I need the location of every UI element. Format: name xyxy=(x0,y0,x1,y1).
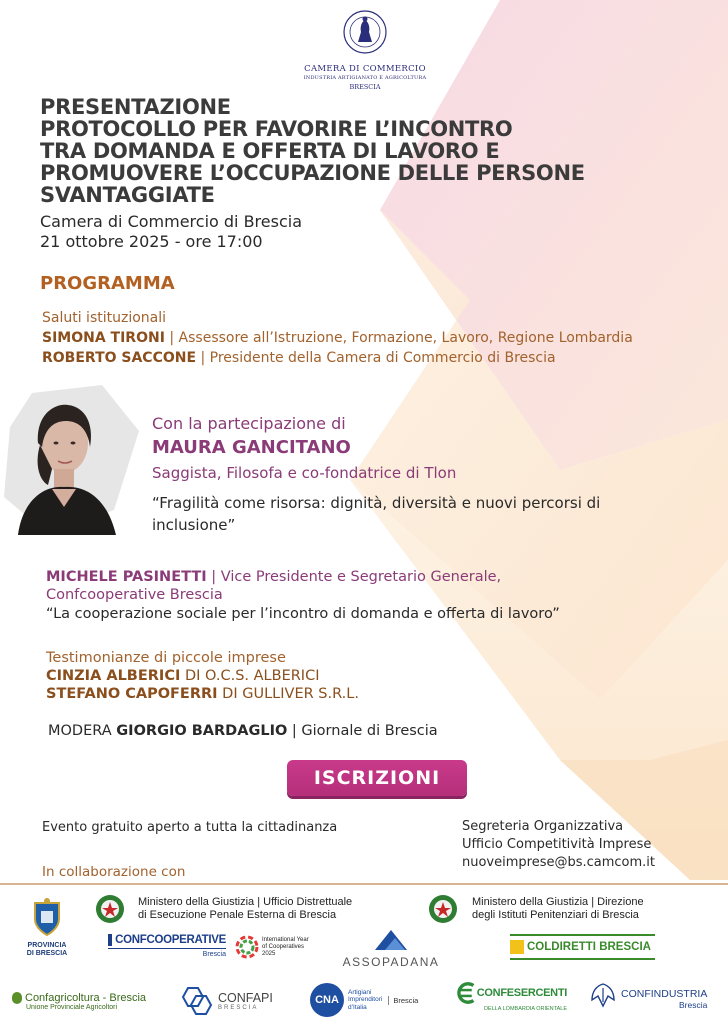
cna-name: CNA xyxy=(315,994,339,1006)
event-datetime: 21 ottobre 2025 - ore 17:00 xyxy=(40,232,263,251)
footer-divider xyxy=(0,883,728,885)
guest-photo xyxy=(4,385,139,535)
pasinetti-section xyxy=(46,568,686,623)
speaker-row xyxy=(46,667,359,685)
cna-line: Artigiani xyxy=(348,988,372,996)
confesercenti-name: CONFESERCENTI xyxy=(476,987,567,999)
saluti-section xyxy=(42,308,633,368)
ministero-1-line: Ministero della Giustizia | Ufficio Distrettuale xyxy=(138,896,353,908)
chamber-logo xyxy=(300,8,430,91)
assopadana-logo xyxy=(335,928,447,969)
confindustria-eagle-icon xyxy=(588,980,618,1010)
title-line: SVANTAGGIATE xyxy=(40,183,215,207)
speaker-row xyxy=(42,328,633,348)
speaker-row xyxy=(42,348,633,368)
ministero-1-line: di Esecuzione Penale Esterna di Brescia xyxy=(138,909,337,921)
confcooperative-name: CONFCOOPERATIVE xyxy=(115,934,226,946)
ministero-giustizia-1-text xyxy=(138,896,352,922)
chamber-seal-icon xyxy=(342,8,388,58)
speaker-name: SIMONA TIRONI xyxy=(42,330,165,346)
speaker-company: DI GULLIVER S.R.L. xyxy=(217,686,359,702)
coop-year-wheel-icon xyxy=(235,935,259,959)
title-line: PROMUOVERE L’OCCUPAZIONE DELLE PERSONE xyxy=(40,161,585,185)
speaker-name: CINZIA ALBERICI xyxy=(46,668,181,684)
ministero-giustizia-2-logo xyxy=(425,893,461,930)
moderator-name: GIORGIO BARDAGLIO xyxy=(116,723,288,739)
guest-section xyxy=(152,414,652,536)
moderator-affiliation: | Giornale di Brescia xyxy=(287,723,438,739)
speaker-company: DI O.C.S. ALBERICI xyxy=(180,668,320,684)
speaker-role: | Vice Presidente e Segretario Generale, xyxy=(206,569,502,585)
confesercenti-logo xyxy=(455,980,567,1012)
guest-role: Saggista, Filosofa e co-fondatrice di Tlon xyxy=(152,464,457,482)
segreteria-heading: Segreteria Organizzativa xyxy=(462,819,624,834)
confapi-name: CONFAPI xyxy=(218,991,273,1005)
cna-logo xyxy=(310,983,418,1017)
confindustria-city: Brescia xyxy=(679,1000,708,1010)
guest-name: MAURA GANCITANO xyxy=(152,437,351,458)
cna-line: Imprenditori xyxy=(348,996,383,1004)
coop-year-number: 2025 xyxy=(262,950,276,957)
event-venue-block xyxy=(40,212,302,252)
confapi-hexagon-icon xyxy=(178,986,214,1016)
chamber-name: CAMERA DI COMMERCIO xyxy=(304,64,426,74)
title-line: PRESENTAZIONE xyxy=(40,95,231,119)
cna-line: d’Italia xyxy=(348,1003,367,1011)
segreteria-office: Ufficio Competitività Imprese xyxy=(462,837,652,852)
confagricoltura-sub: Unione Provinciale Agricoltori xyxy=(26,1004,118,1011)
italian-emblem-icon xyxy=(425,893,461,925)
italian-emblem-icon xyxy=(92,893,128,925)
segreteria-block xyxy=(462,818,655,872)
speaker-row xyxy=(46,685,359,703)
segreteria-email-link[interactable]: nuoveimprese@bs.camcom.it xyxy=(462,855,656,870)
chamber-city: BRESCIA xyxy=(349,83,381,91)
confapi-city: BRESCIA xyxy=(218,1005,259,1011)
event-venue: Camera di Commercio di Brescia xyxy=(40,212,302,231)
confapi-logo xyxy=(178,986,273,1016)
confagricoltura-name: Confagricoltura - Brescia xyxy=(25,992,147,1004)
speaker-name: STEFANO CAPOFERRI xyxy=(46,686,218,702)
speaker-name: ROBERTO SACCONE xyxy=(42,350,197,366)
coop-year-line: International Year xyxy=(262,936,309,943)
iscrizioni-button[interactable]: ISCRIZIONI xyxy=(287,760,467,796)
coop-year-line: of Cooperatives xyxy=(262,943,305,950)
provincia-logo xyxy=(22,897,72,958)
confagricoltura-logo xyxy=(12,992,162,1011)
moderator-prefix: MODERA xyxy=(48,723,117,739)
coldiretti-logo xyxy=(510,934,655,960)
speaker-role: | Presidente della Camera di Commercio di Brescia xyxy=(196,350,556,366)
confesercenti-sub: DELLA LOMBARDIA ORIENTALE xyxy=(483,1006,567,1012)
speaker-row xyxy=(46,568,686,586)
speaker-organization: Confcooperative Brescia xyxy=(46,587,223,603)
chamber-subtitle: INDUSTRIA ARTIGIANATO E AGRICOLTURA xyxy=(303,75,427,81)
confindustria-logo xyxy=(588,980,707,1010)
confesercenti-icon xyxy=(455,980,477,1006)
event-title xyxy=(40,96,680,206)
ministero-2-line: Ministero della Giustizia | Direzione xyxy=(472,896,644,908)
confcooperative-icon xyxy=(108,934,112,946)
event-free-note: Evento gratuito aperto a tutta la cittadinanza xyxy=(42,820,338,835)
guest-talk-title: “Fragilità come risorsa: dignità, diversità e nuovi percorsi di inclusione” xyxy=(152,494,601,534)
speaker-talk-title: “La cooperazione sociale per l’incontro di domanda e offerta di lavoro” xyxy=(46,606,560,622)
moderator-row xyxy=(48,723,438,739)
provincia-crest-icon xyxy=(29,897,65,937)
testimonianze-section xyxy=(46,649,359,703)
confcooperative-logo xyxy=(108,934,226,958)
speaker-role: | Assessore all’Istruzione, Formazione, Lavoro, Regione Lombardia xyxy=(164,330,633,346)
assopadana-mountain-icon xyxy=(371,928,411,950)
title-line: TRA DOMANDA E OFFERTA DI LAVORO E xyxy=(40,139,500,163)
confagricoltura-icon xyxy=(12,992,22,1004)
ministero-giustizia-2-text xyxy=(472,896,644,922)
cna-badge xyxy=(310,983,344,1017)
guest-intro: Con la partecipazione di xyxy=(152,414,346,433)
coldiretti-name: COLDIRETTI BRESCIA xyxy=(527,941,651,953)
ministero-giustizia-1-logo xyxy=(92,893,128,930)
saluti-heading: Saluti istituzionali xyxy=(42,310,167,326)
testimonianze-heading: Testimonianze di piccole imprese xyxy=(46,650,286,666)
coop-year-logo xyxy=(235,935,309,959)
assopadana-name: ASSOPADANA xyxy=(342,955,440,969)
collaboration-heading: In collaborazione con xyxy=(42,864,186,880)
confindustria-name: CONFINDUSTRIA xyxy=(621,988,708,1000)
ministero-2-line: degli Istituti Penitenziari di Brescia xyxy=(472,909,639,921)
confcooperative-city: Brescia xyxy=(202,951,226,958)
coldiretti-icon xyxy=(510,940,524,954)
provincia-name: PROVINCIA DI BRESCIA xyxy=(26,942,68,957)
speaker-name: MICHELE PASINETTI xyxy=(46,569,207,585)
programma-heading: PROGRAMMA xyxy=(40,273,175,294)
title-line: PROTOCOLLO PER FAVORIRE L’INCONTRO xyxy=(40,117,513,141)
cna-city: Brescia xyxy=(388,996,418,1005)
